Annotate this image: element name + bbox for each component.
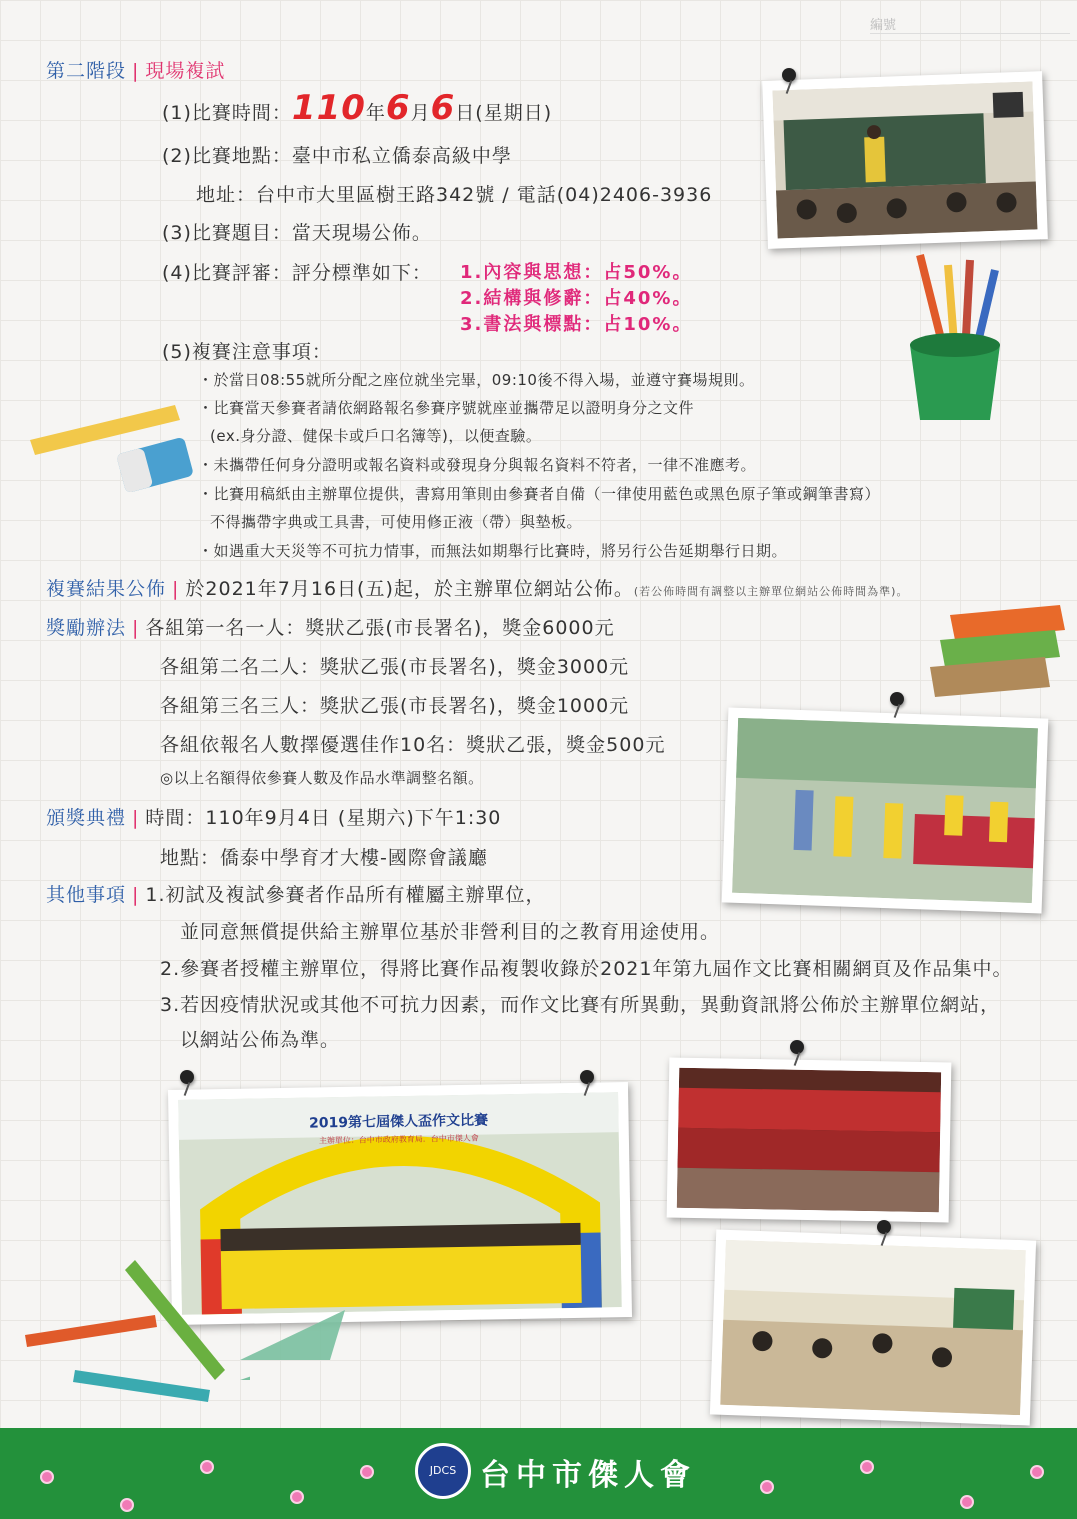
ceremony-time: 時間：110年9月4日 (星期六)下午1:30 [145,807,502,829]
note-5: ・如遇重大天災等不可抗力情事，而無法如期舉行比賽時，將另行公告延期舉行日期。 [198,542,788,560]
note-2b: (ex.身分證、健保卡或戶口名簿等)，以便查驗。 [210,427,542,445]
other-head: 其他事項 [46,884,127,906]
footer-org-name: 台中市傑人會 [480,1458,696,1493]
flower-decoration [1030,1465,1044,1479]
stage2-heading: 第二階段 | 現場複試 [46,60,226,82]
time-day: 6 [430,88,456,128]
pushpin-icon [782,68,796,82]
ceremony-head: 頒獎典禮 [46,807,127,829]
photo-auditorium [667,1058,952,1223]
results-head: 複賽結果公佈 [46,578,167,600]
flower-decoration [960,1495,974,1509]
other-line-1b: 並同意無償提供給主辦單位基於非營利目的之教育用途使用。 [180,921,721,943]
pushpin-icon [790,1040,804,1054]
flower-decoration [290,1490,304,1504]
award-line-3: 各組第三名三人：獎狀乙張(市長署名)，獎金1000元 [160,695,630,717]
classroom-image [772,82,1037,239]
other-line-2: 2.參賽者授權主辦單位，得將比賽作品複製收錄於2021年第九屆作文比賽相關網頁及作品集中。 [160,958,1013,980]
pushpin-icon [877,1220,891,1234]
pushpin-icon [580,1070,594,1084]
note-2: ・比賽當天參賽者請依網路報名參賽序號就座並攜帶足以證明身分之文件 [198,399,695,417]
flower-decoration [360,1465,374,1479]
criteria-1: 1.內容與思想：占50%。 [460,262,693,283]
results-heading: 複賽結果公佈 | 於2021年7月16日(五)起，於主辦單位網站公佈。(若公佈時間有調整以主辦單位網站公佈時間為準)。 [46,578,909,600]
time-month: 6 [385,88,411,128]
note-4b: 不得攜帶字典或工具書，可使用修正液（帶）與墊板。 [210,513,583,531]
month-char: 月 [410,102,431,124]
flower-decoration [120,1498,134,1512]
stage2-head-red: 現場複試 [145,60,226,82]
books-illustration [920,605,1070,700]
ceremony-heading: 頒獎典禮 | 時間：110年9月4日 (星期六)下午1:30 [46,807,502,829]
time-prefix: (1)比賽時間： [162,102,292,124]
serial-number-label: 編號 [870,14,1070,34]
ceremony-place: 地點：僑泰中學育才大樓-國際會議廳 [160,847,488,869]
pushpin-icon [180,1070,194,1084]
triangle-ruler-illustration [240,1305,350,1365]
criteria-3: 3.書法與標點：占10%。 [460,314,693,335]
competition-time [162,88,552,128]
org-logo-icon: JDCS [415,1443,471,1499]
stage2-head: 第二階段 [46,60,127,82]
day-suffix: 日(星期日) [455,102,553,124]
auditorium-image [677,1068,941,1213]
note-3: ・未攜帶任何身分證明或報名資料或發現身分與報名資料不符者，一律不准應考。 [198,456,757,474]
award-line-4: 各組依報名人數擇優選佳作10名：獎狀乙張，獎金500元 [160,734,666,756]
criteria-2: 2.結構與修辭：占40%。 [460,288,693,309]
other-line-1: 1.初試及複試參賽者作品所有權屬主辦單位， [145,884,546,906]
photo-exam-room [710,1229,1036,1425]
pencil-cup-illustration [890,245,1020,425]
other-heading: 其他事項 | 1.初試及複試參賽者作品所有權屬主辦單位， [46,884,546,906]
exam-room-image [720,1240,1026,1415]
flower-decoration [200,1460,214,1474]
competition-topic: (3)比賽題目：當天現場公佈。 [162,222,432,244]
time-year: 110 [291,88,366,128]
arch-banner-text: 2019第七屆傑人盃作文比賽 [308,1112,489,1132]
year-char: 年 [365,102,386,124]
results-note: (若公佈時間有調整以主辦單位網站公佈時間為準)。 [633,585,909,598]
flower-decoration [40,1470,54,1484]
photo-registration [722,707,1049,913]
results-text: 於2021年7月16日(五)起，於主辦單位網站公佈。 [185,578,634,600]
registration-image [732,718,1038,903]
notes-title: (5)複賽注意事項： [162,341,332,363]
arch-sub-text: 主辦單位：台中市政府教育局．台中市傑人會 [318,1133,479,1146]
judging-prefix: (4)比賽評審：評分標準如下： [162,262,432,284]
flower-decoration [860,1460,874,1474]
pencils-illustration [20,1255,250,1415]
note-1: ・於當日08:55就所分配之座位就坐完畢，09:10後不得入場，並遵守賽場規則。 [198,371,755,389]
other-line-3: 3.若因疫情狀況或其他不可抗力因素，而作文比賽有所異動，異動資訊將公佈於主辦單位網站， [160,994,1001,1016]
awards-head: 獎勵辦法 [46,617,127,639]
awards-note: ◎以上名額得依參賽人數及作品水準調整名額。 [160,769,484,787]
competition-venue: (2)比賽地點：臺中市私立僑泰高級中學 [162,145,512,167]
note-4: ・比賽用稿紙由主辦單位提供，書寫用筆則由參賽者自備（一律使用藍色或黑色原子筆或鋼筆書寫） [198,485,881,503]
awards-heading: 獎勵辦法 | 各組第一名一人：獎狀乙張(市長署名)，獎金6000元 [46,617,615,639]
other-line-3b: 以網站公佈為準。 [180,1029,341,1051]
photo-classroom [762,71,1048,249]
award-line-1: 各組第一名一人：獎狀乙張(市長署名)，獎金6000元 [145,617,615,639]
award-line-2: 各組第二名二人：獎狀乙張(市長署名)，獎金3000元 [160,656,630,678]
pushpin-icon [890,692,904,706]
venue-address: 地址：台中市大里區樹王路342號 / 電話(04)2406-3936 [196,184,713,206]
ruler-eraser-illustration [25,400,195,500]
flower-decoration [760,1480,774,1494]
